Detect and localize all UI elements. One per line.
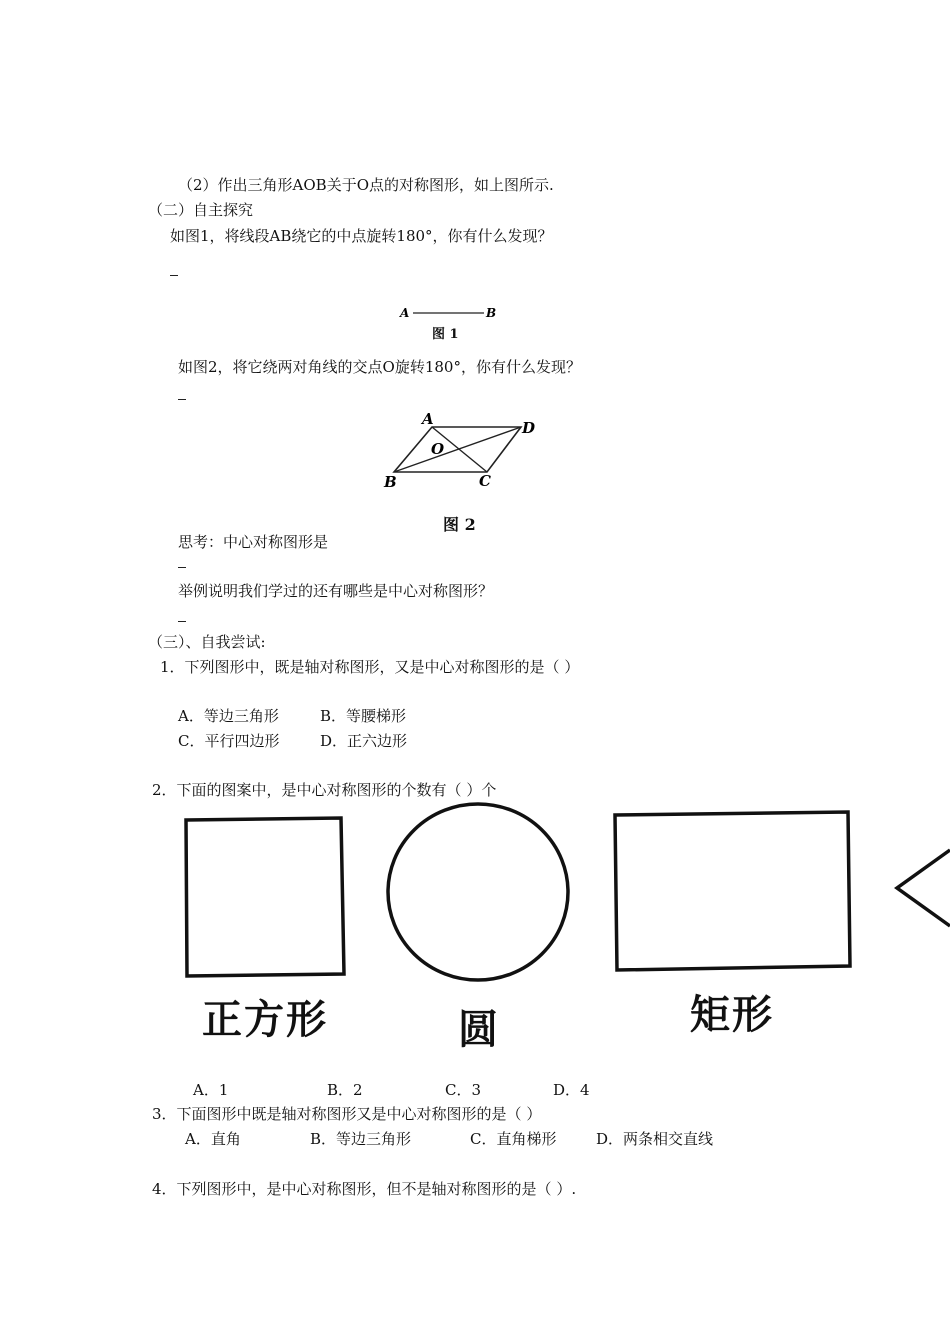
q1-option-b: B．等腰梯形	[320, 707, 407, 725]
label-a: A	[400, 306, 410, 320]
label-d: D	[522, 419, 536, 437]
q1-option-c: C．平行四边形	[178, 732, 280, 750]
answer-blank-3	[178, 567, 186, 568]
q4-stem: 4．下列图形中，是中心对称图形，但不是轴对称图形的是（ ）.	[152, 1180, 577, 1198]
square-shape	[186, 818, 344, 976]
q2-option-b: B．2	[327, 1081, 363, 1099]
figure-2-caption: 图 2	[443, 515, 476, 534]
q3-stem: 3．下面图形中既是轴对称图形又是中心对称图形的是（ ）	[152, 1105, 542, 1123]
label-o: O	[431, 440, 445, 458]
q3-option-d: D．两条相交直线	[596, 1130, 714, 1148]
q2-option-c: C．3	[445, 1081, 482, 1099]
label-c: C	[479, 472, 491, 490]
q2-shapes	[0, 800, 950, 1000]
rectangle-shape	[615, 812, 850, 970]
figure-1-segment-ab	[400, 305, 500, 325]
q3-option-a: A．直角	[185, 1130, 241, 1148]
q1-option-d: D．正六边形	[320, 732, 408, 750]
partial-diamond-shape	[897, 850, 950, 926]
q1-stem: 1．下列图形中，既是轴对称图形，又是中心对称图形的是（ ）	[160, 658, 580, 676]
label-a: A	[422, 410, 434, 428]
q3-option-b: B．等边三角形	[310, 1130, 412, 1148]
q2-option-a: A．1	[193, 1081, 229, 1099]
label-b: B	[486, 306, 497, 320]
label-rectangle: 矩形	[690, 992, 774, 1038]
section-2-title: （二）自主探究	[148, 201, 254, 219]
q3-option-c: C．直角梯形	[470, 1130, 557, 1148]
think-prompt: 思考：中心对称图形是	[178, 533, 329, 551]
section-3-title: （三）、自我尝试:	[148, 633, 266, 651]
q1-option-a: A．等边三角形	[178, 707, 279, 725]
example-prompt: 举例说明我们学过的还有哪些是中心对称图形？	[178, 582, 494, 600]
step-2-text: （2）作出三角形AOB关于O点的对称图形，如上图所示.	[178, 176, 554, 194]
answer-blank-1	[170, 275, 178, 276]
label-square: 正方形	[202, 997, 328, 1043]
answer-blank-2	[178, 399, 186, 400]
figure-1-caption: 图 1	[432, 327, 459, 342]
q2-option-d: D．4	[553, 1081, 590, 1099]
question-figure-1: 如图1，将线段AB绕它的中点旋转180°，你有什么发现？	[170, 227, 553, 245]
q2-stem: 2．下面的图案中，是中心对称图形的个数有（ ）个	[152, 781, 497, 799]
circle-shape	[388, 804, 568, 980]
answer-blank-4	[178, 621, 186, 622]
label-b: B	[384, 473, 397, 491]
label-circle: 圆	[458, 1007, 498, 1053]
question-figure-2: 如图2，将它绕两对角线的交点O旋转180°，你有什么发现？	[178, 358, 581, 376]
figure-2-parallelogram	[380, 410, 540, 495]
